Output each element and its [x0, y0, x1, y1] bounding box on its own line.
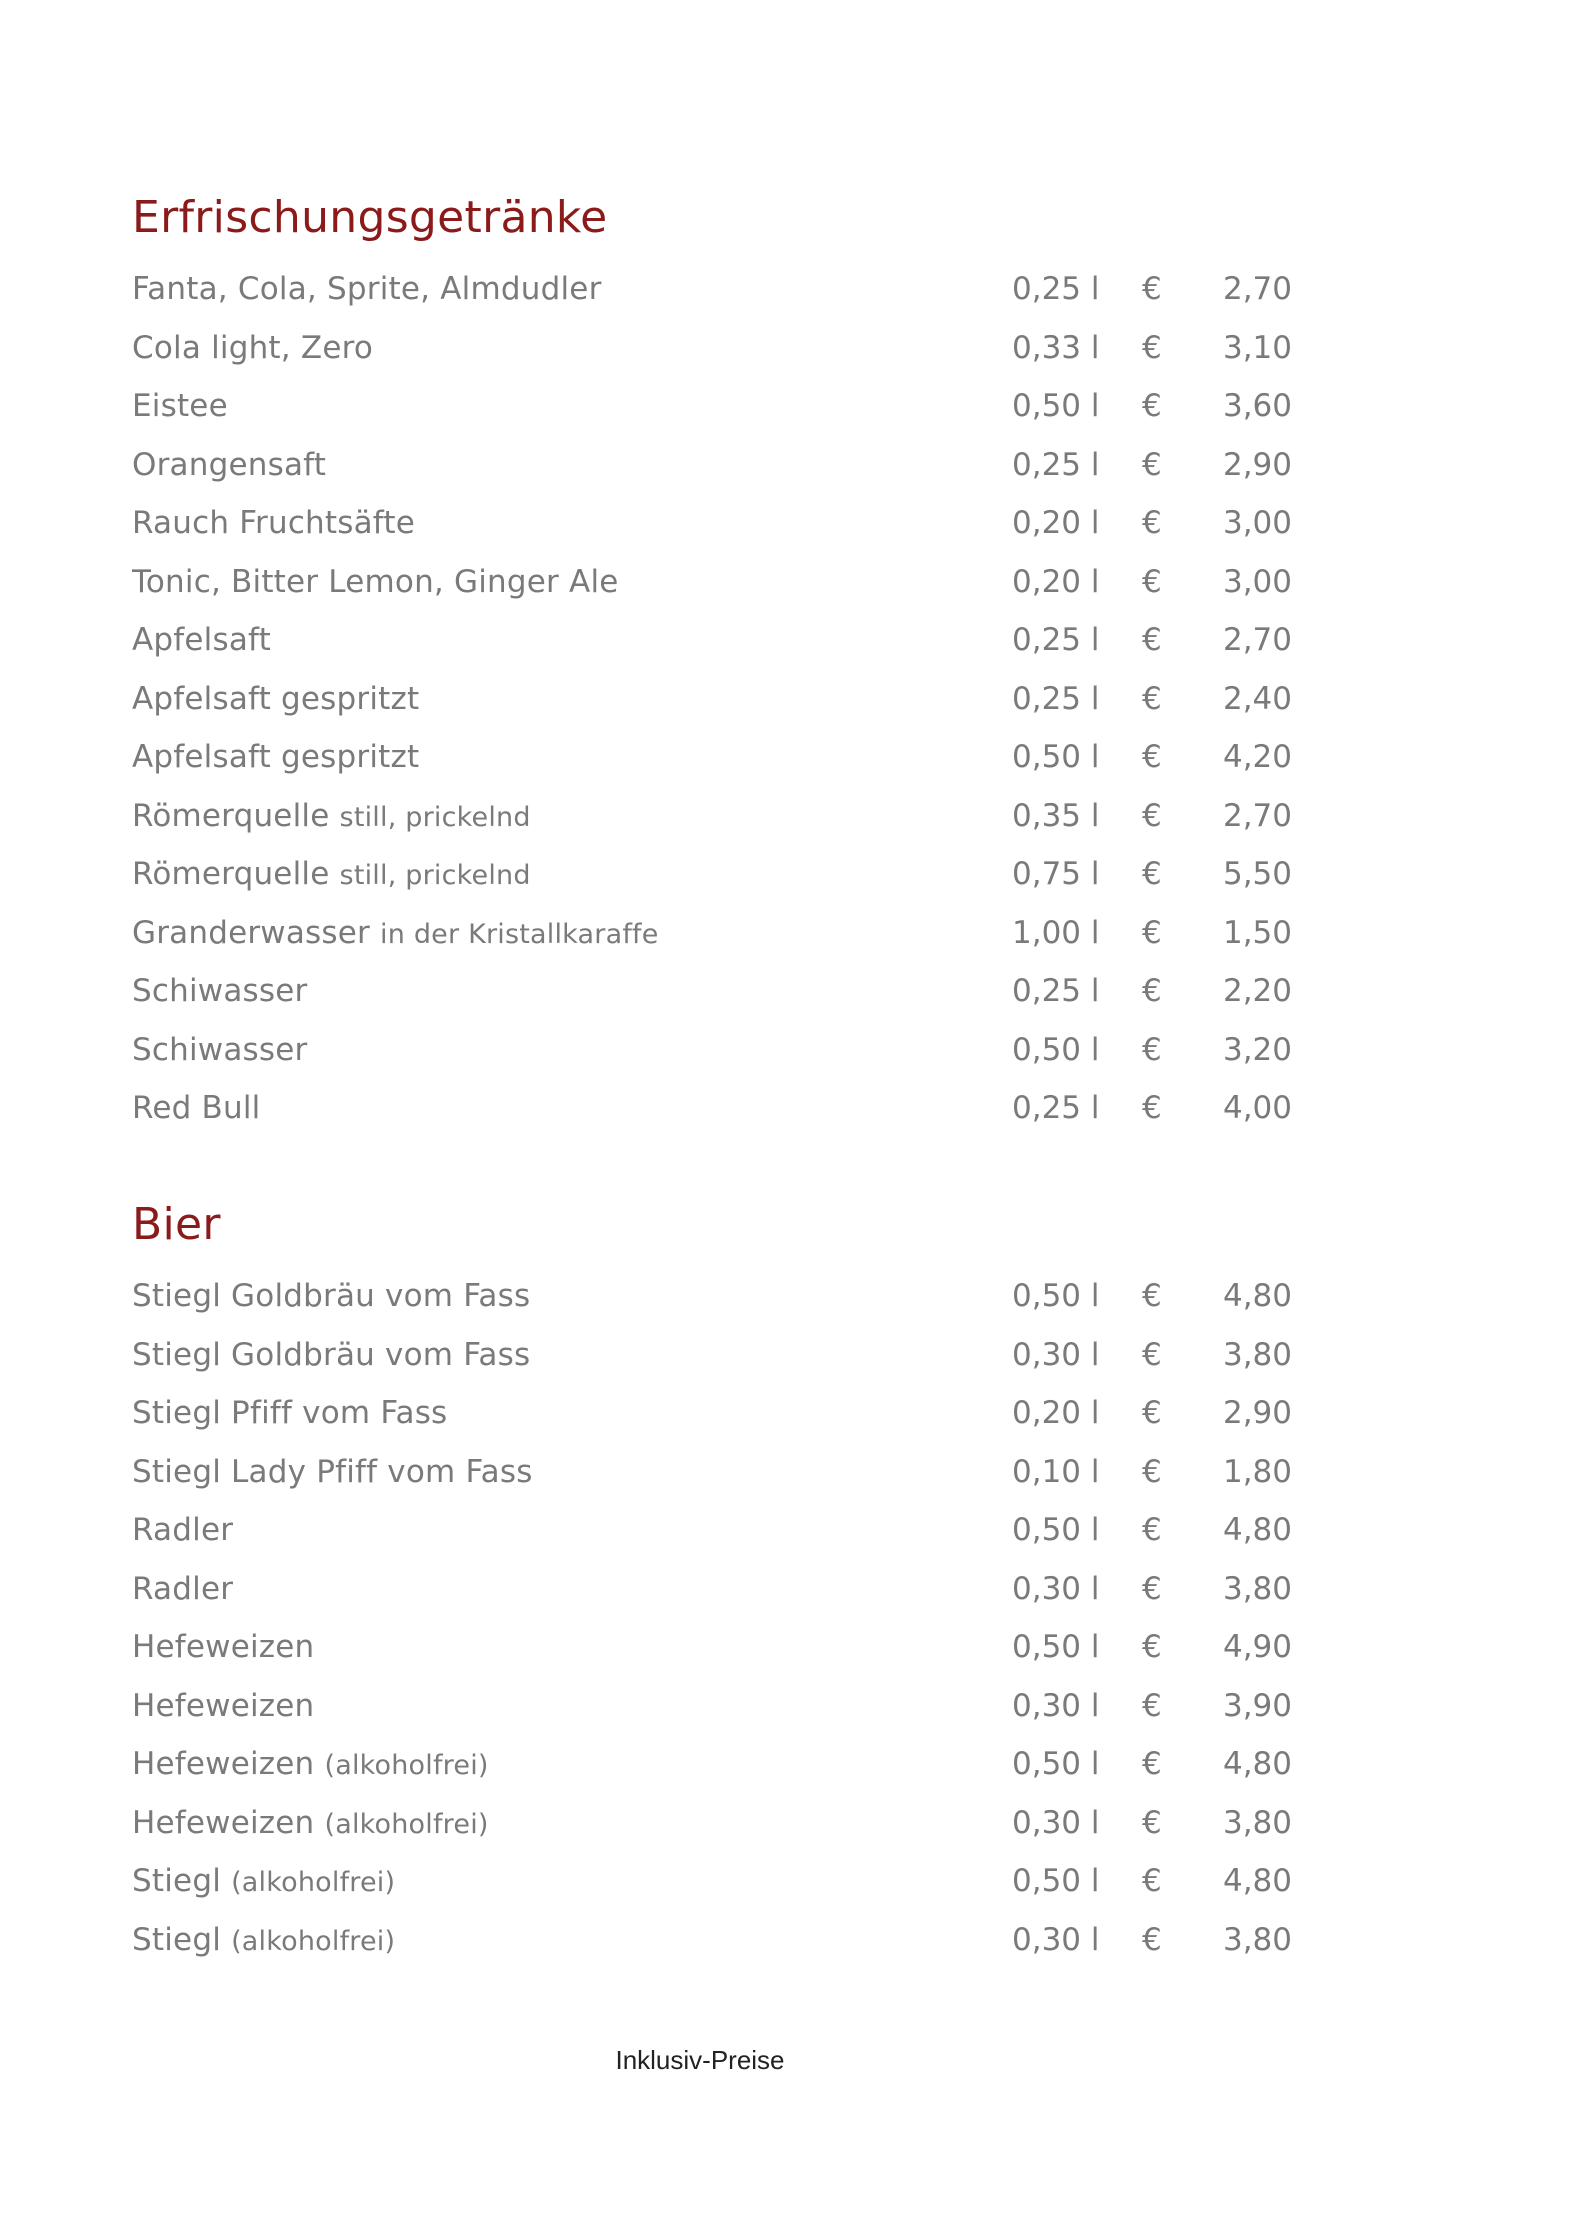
menu-item-row [132, 670, 1332, 729]
menu-item-row [132, 728, 1332, 787]
item-name: Hefeweizen [132, 1746, 315, 1783]
item-volume: 0,30 l [1012, 1336, 1100, 1373]
item-price: 3,10 [1222, 329, 1292, 366]
menu-item-row [132, 260, 1332, 319]
menu-item-row [132, 1735, 1332, 1794]
item-name-cell [132, 1454, 1012, 1490]
menu-item-row [132, 1267, 1332, 1326]
item-name: Tonic, Bitter Lemon, Ginger Ale [132, 563, 619, 600]
item-list [132, 260, 1332, 1138]
item-name: Stiegl Goldbräu vom Fass [132, 1278, 531, 1315]
item-price: 2,90 [1222, 1395, 1292, 1432]
item-name: Apfelsaft gespritzt [132, 739, 420, 776]
item-name-cell [132, 1805, 1012, 1841]
item-name-cell [132, 1337, 1012, 1373]
item-name: Stiegl Goldbräu vom Fass [132, 1336, 531, 1373]
item-name: Hefeweizen [132, 1629, 315, 1666]
item-name-cell [132, 1512, 1012, 1548]
item-volume: 0,25 l [1012, 271, 1100, 308]
item-currency: € [1142, 739, 1162, 776]
menu-item-row [132, 845, 1332, 904]
item-currency: € [1142, 329, 1162, 366]
item-price: 2,20 [1222, 973, 1292, 1010]
footer-note: Inklusiv-Preise [615, 2045, 785, 2075]
item-currency: € [1142, 563, 1162, 600]
item-name-cell [132, 271, 1012, 307]
item-price: 1,80 [1222, 1453, 1292, 1490]
item-price: 3,20 [1222, 1031, 1292, 1068]
item-volume: 0,20 l [1012, 563, 1100, 600]
menu-item-row [132, 494, 1332, 553]
item-price: 1,50 [1222, 914, 1292, 951]
menu-item-row [132, 553, 1332, 612]
section-title: Bier [132, 1199, 221, 1250]
item-name: Fanta, Cola, Sprite, Almdudler [132, 271, 602, 308]
menu-item-row [132, 1384, 1332, 1443]
item-price: 2,90 [1222, 446, 1292, 483]
item-name: Römerquelle [132, 797, 330, 834]
menu-item-row [132, 611, 1332, 670]
item-volume: 0,30 l [1012, 1921, 1100, 1958]
item-volume: 0,50 l [1012, 1629, 1100, 1666]
item-currency: € [1142, 1921, 1162, 1958]
item-volume: 0,10 l [1012, 1453, 1100, 1490]
item-price: 3,80 [1222, 1570, 1292, 1607]
item-volume: 0,75 l [1012, 856, 1100, 893]
item-name: Stiegl Pfiff vom Fass [132, 1395, 448, 1432]
item-price: 3,60 [1222, 388, 1292, 425]
item-volume: 0,50 l [1012, 1746, 1100, 1783]
item-price: 2,70 [1222, 622, 1292, 659]
item-note: (alkoholfrei) [231, 1867, 396, 1899]
item-price: 4,20 [1222, 739, 1292, 776]
item-currency: € [1142, 1453, 1162, 1490]
menu-item-row [132, 377, 1332, 436]
item-name-cell [132, 330, 1012, 366]
menu-item-row [132, 319, 1332, 378]
item-name-cell [132, 1278, 1012, 1314]
item-volume: 0,30 l [1012, 1804, 1100, 1841]
item-name: Stiegl [132, 1921, 222, 1958]
item-volume: 0,25 l [1012, 973, 1100, 1010]
item-currency: € [1142, 856, 1162, 893]
section-title: Erfrischungsgetränke [132, 192, 608, 243]
item-volume: 1,00 l [1012, 914, 1100, 951]
item-name-cell [132, 915, 1012, 951]
item-currency: € [1142, 1746, 1162, 1783]
item-volume: 0,20 l [1012, 1395, 1100, 1432]
item-volume: 0,30 l [1012, 1687, 1100, 1724]
item-currency: € [1142, 388, 1162, 425]
item-name: Hefeweizen [132, 1804, 315, 1841]
item-volume: 0,50 l [1012, 1863, 1100, 1900]
item-name: Schiwasser [132, 973, 308, 1010]
item-name-cell [132, 622, 1012, 658]
item-name: Radler [132, 1570, 234, 1607]
item-price: 3,00 [1222, 563, 1292, 600]
item-name-cell [132, 1571, 1012, 1607]
item-note: (alkoholfrei) [324, 1808, 489, 1840]
item-name-cell [132, 1746, 1012, 1782]
item-volume: 0,30 l [1012, 1570, 1100, 1607]
item-name-cell [132, 973, 1012, 1009]
item-name-cell [132, 505, 1012, 541]
item-price: 2,70 [1222, 797, 1292, 834]
item-currency: € [1142, 1278, 1162, 1315]
menu-item-row [132, 1443, 1332, 1502]
item-price: 3,80 [1222, 1336, 1292, 1373]
item-name: Schiwasser [132, 1031, 308, 1068]
item-currency: € [1142, 505, 1162, 542]
menu-item-row [132, 1079, 1332, 1138]
item-list [132, 1267, 1332, 1969]
item-name: Stiegl Lady Pfiff vom Fass [132, 1453, 533, 1490]
item-volume: 0,50 l [1012, 1031, 1100, 1068]
item-currency: € [1142, 1090, 1162, 1127]
item-price: 3,90 [1222, 1687, 1292, 1724]
menu-item-row [132, 1560, 1332, 1619]
item-volume: 0,33 l [1012, 329, 1100, 366]
section-softdrinks [132, 188, 1332, 1138]
item-name-cell [132, 564, 1012, 600]
item-currency: € [1142, 1629, 1162, 1666]
item-currency: € [1142, 1395, 1162, 1432]
item-volume: 0,25 l [1012, 622, 1100, 659]
item-volume: 0,50 l [1012, 739, 1100, 776]
item-name-cell [132, 856, 1012, 892]
item-currency: € [1142, 914, 1162, 951]
item-price: 5,50 [1222, 856, 1292, 893]
item-volume: 0,25 l [1012, 1090, 1100, 1127]
item-price: 4,80 [1222, 1863, 1292, 1900]
item-name-cell [132, 739, 1012, 775]
item-volume: 0,50 l [1012, 1278, 1100, 1315]
menu-item-row [132, 1852, 1332, 1911]
item-note: in der Kristallkaraffe [380, 918, 659, 950]
item-currency: € [1142, 973, 1162, 1010]
menu-item-row [132, 962, 1332, 1021]
item-name: Apfelsaft gespritzt [132, 680, 420, 717]
item-name-cell [132, 1863, 1012, 1899]
item-price: 2,40 [1222, 680, 1292, 717]
item-name-cell [132, 1629, 1012, 1665]
item-name-cell [132, 1688, 1012, 1724]
item-name: Red Bull [132, 1090, 261, 1127]
item-currency: € [1142, 680, 1162, 717]
item-note: (alkoholfrei) [324, 1750, 489, 1782]
menu-item-row [132, 436, 1332, 495]
item-currency: € [1142, 622, 1162, 659]
item-price: 4,80 [1222, 1746, 1292, 1783]
item-currency: € [1142, 1804, 1162, 1841]
menu-item-row [132, 1911, 1332, 1970]
item-volume: 0,25 l [1012, 446, 1100, 483]
item-note: still, prickelnd [339, 860, 531, 892]
item-currency: € [1142, 1031, 1162, 1068]
item-price: 3,80 [1222, 1921, 1292, 1958]
item-price: 3,00 [1222, 505, 1292, 542]
item-price: 4,80 [1222, 1512, 1292, 1549]
item-name-cell [132, 388, 1012, 424]
item-currency: € [1142, 1687, 1162, 1724]
item-currency: € [1142, 1570, 1162, 1607]
item-currency: € [1142, 1863, 1162, 1900]
item-name-cell [132, 1032, 1012, 1068]
item-name: Radler [132, 1512, 234, 1549]
item-name-cell [132, 798, 1012, 834]
item-currency: € [1142, 446, 1162, 483]
item-name-cell [132, 1090, 1012, 1126]
item-volume: 0,25 l [1012, 680, 1100, 717]
item-name-cell [132, 1922, 1012, 1958]
item-price: 4,00 [1222, 1090, 1292, 1127]
menu-item-row [132, 1677, 1332, 1736]
item-price: 3,80 [1222, 1804, 1292, 1841]
item-name: Stiegl [132, 1863, 222, 1900]
item-name: Cola light, Zero [132, 329, 374, 366]
item-price: 2,70 [1222, 271, 1292, 308]
item-volume: 0,50 l [1012, 388, 1100, 425]
item-name: Römerquelle [132, 856, 330, 893]
item-currency: € [1142, 1336, 1162, 1373]
menu-item-row [132, 1326, 1332, 1385]
section-beer [132, 1195, 1332, 1969]
menu-item-row [132, 904, 1332, 963]
item-currency: € [1142, 797, 1162, 834]
item-currency: € [1142, 1512, 1162, 1549]
menu-item-row [132, 1021, 1332, 1080]
item-name: Eistee [132, 388, 228, 425]
item-volume: 0,50 l [1012, 1512, 1100, 1549]
item-price: 4,80 [1222, 1278, 1292, 1315]
item-name: Orangensaft [132, 446, 327, 483]
item-name-cell [132, 681, 1012, 717]
item-price: 4,90 [1222, 1629, 1292, 1666]
item-currency: € [1142, 271, 1162, 308]
item-note: (alkoholfrei) [231, 1925, 396, 1957]
item-volume: 0,35 l [1012, 797, 1100, 834]
item-name: Granderwasser [132, 914, 370, 951]
item-note: still, prickelnd [339, 801, 531, 833]
item-volume: 0,20 l [1012, 505, 1100, 542]
item-name: Hefeweizen [132, 1687, 315, 1724]
item-name: Rauch Fruchtsäfte [132, 505, 416, 542]
item-name-cell [132, 447, 1012, 483]
menu-item-row [132, 787, 1332, 846]
item-name: Apfelsaft [132, 622, 271, 659]
menu-item-row [132, 1794, 1332, 1853]
item-name-cell [132, 1395, 1012, 1431]
menu-item-row [132, 1501, 1332, 1560]
menu-item-row [132, 1618, 1332, 1677]
